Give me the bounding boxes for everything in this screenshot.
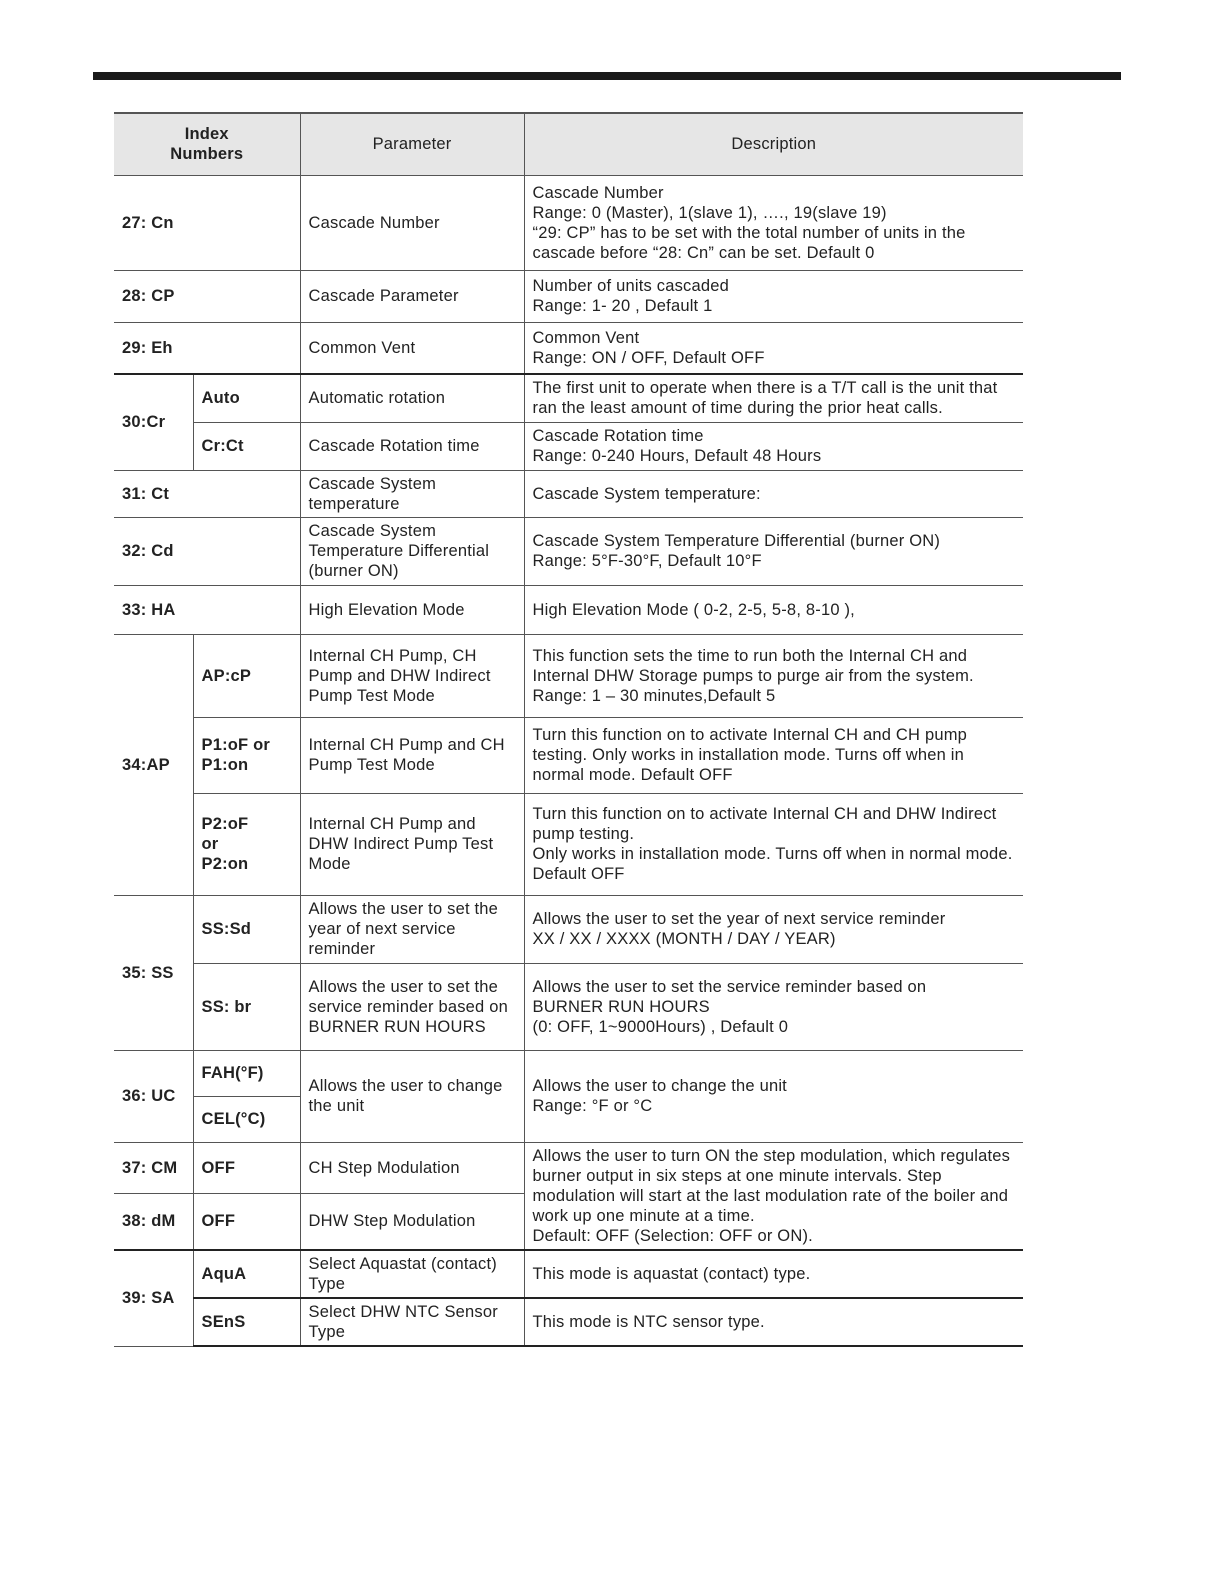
index-cell: 36: UC xyxy=(114,1050,193,1142)
table-row xyxy=(114,470,1023,517)
index-cell: 32: Cd xyxy=(114,517,300,585)
index-cell: 33: HA xyxy=(114,585,300,634)
index-cell: 29: Eh xyxy=(114,322,300,374)
sub-index-cell: P2:oF or P2:on xyxy=(193,793,300,895)
table-row xyxy=(114,270,1023,322)
table-row xyxy=(114,634,1023,717)
table-row xyxy=(114,322,1023,374)
index-cell: 27: Cn xyxy=(114,175,300,270)
sub-index-cell: AP:cP xyxy=(193,634,300,717)
description-cell: High Elevation Mode ( 0-2, 2-5, 5-8, 8-10 ), xyxy=(524,585,1023,634)
sub-index-cell: Auto xyxy=(193,374,300,422)
sub-index-cell: SEnS xyxy=(193,1298,300,1346)
table-row xyxy=(114,517,1023,585)
parameter-cell: Select DHW NTC Sensor Type xyxy=(300,1298,524,1346)
top-rule xyxy=(93,72,1121,80)
parameter-cell: CH Step Modulation xyxy=(300,1142,524,1193)
parameter-cell: Allows the user to set the service reminder based on BURNER RUN HOURS xyxy=(300,963,524,1050)
sub-index-cell: SS:Sd xyxy=(193,895,300,963)
index-cell: 35: SS xyxy=(114,895,193,1050)
parameter-cell: Internal CH Pump, CH Pump and DHW Indirect Pump Test Mode xyxy=(300,634,524,717)
description-cell: Allows the user to set the year of next service reminder XX / XX / XXXX (MONTH / DAY / YEAR) xyxy=(524,895,1023,963)
table-row xyxy=(114,1050,1023,1096)
index-cell: 37: CM xyxy=(114,1142,193,1193)
description-cell: This mode is aquastat (contact) type. xyxy=(524,1250,1023,1298)
table-row xyxy=(114,374,1023,422)
table-row xyxy=(114,175,1023,270)
sub-index-cell: SS: br xyxy=(193,963,300,1050)
description-cell: Allows the user to change the unit Range: °F or °C xyxy=(524,1050,1023,1142)
description-cell: Turn this function on to activate Internal CH and CH pump testing. Only works in installation mode. Turns off when in normal mode. Default OFF xyxy=(524,717,1023,793)
table-row xyxy=(114,422,1023,470)
table-header-row xyxy=(114,113,1023,175)
description-cell: Cascade System temperature: xyxy=(524,470,1023,517)
table-row xyxy=(114,1142,1023,1193)
description-cell: Allows the user to turn ON the step modulation, which regulates burner output in six steps at one minute intervals. Step modulation will start at the last modulation rate of the boiler and work up one minute at a time. Default: OFF (Selection: OFF or ON). xyxy=(524,1142,1023,1250)
table-row xyxy=(114,963,1023,1050)
parameter-cell: Allows the user to change the unit xyxy=(300,1050,524,1142)
parameter-cell: Allows the user to set the year of next service reminder xyxy=(300,895,524,963)
description-cell: Cascade Rotation time Range: 0-240 Hours, Default 48 Hours xyxy=(524,422,1023,470)
index-cell: 34:AP xyxy=(114,634,193,895)
index-cell: 28: CP xyxy=(114,270,300,322)
parameter-cell: Cascade Rotation time xyxy=(300,422,524,470)
sub-index-cell: P1:oF or P1:on xyxy=(193,717,300,793)
table-row xyxy=(114,1298,1023,1346)
table-row xyxy=(114,895,1023,963)
description-cell: The first unit to operate when there is a T/T call is the unit that ran the least amount of time during the prior heat calls. xyxy=(524,374,1023,422)
description-cell: Number of units cascaded Range: 1- 20 , Default 1 xyxy=(524,270,1023,322)
sub-index-cell: FAH(°F) xyxy=(193,1050,300,1096)
parameter-cell: Internal CH Pump and CH Pump Test Mode xyxy=(300,717,524,793)
description-cell: Common Vent Range: ON / OFF, Default OFF xyxy=(524,322,1023,374)
header-index-numbers: Index Numbers xyxy=(114,113,300,175)
table-row xyxy=(114,717,1023,793)
table-row xyxy=(114,1250,1023,1298)
parameter-cell: Cascade Parameter xyxy=(300,270,524,322)
table-row xyxy=(114,585,1023,634)
parameter-cell: High Elevation Mode xyxy=(300,585,524,634)
description-cell: Cascade Number Range: 0 (Master), 1(slave 1), …., 19(slave 19) “29: CP” has to be set with the total number of units in the cascade before “28: Cn” can be set. Default 0 xyxy=(524,175,1023,270)
description-cell: This mode is NTC sensor type. xyxy=(524,1298,1023,1346)
parameter-cell: Select Aquastat (contact) Type xyxy=(300,1250,524,1298)
description-cell: Cascade System Temperature Differential (burner ON) Range: 5°F-30°F, Default 10°F xyxy=(524,517,1023,585)
header-description: Description xyxy=(524,113,1023,175)
parameter-cell: Cascade System Temperature Differential (burner ON) xyxy=(300,517,524,585)
parameter-cell: Cascade System temperature xyxy=(300,470,524,517)
parameter-cell: DHW Step Modulation xyxy=(300,1193,524,1250)
parameter-cell: Cascade Number xyxy=(300,175,524,270)
parameter-cell: Common Vent xyxy=(300,322,524,374)
index-cell: 38: dM xyxy=(114,1193,193,1250)
sub-index-cell: OFF xyxy=(193,1142,300,1193)
index-cell: 31: Ct xyxy=(114,470,300,517)
parameter-table xyxy=(114,112,1023,1347)
description-cell: This function sets the time to run both the Internal CH and Internal DHW Storage pumps to purge air from the system. Range: 1 – 30 minutes,Default 5 xyxy=(524,634,1023,717)
description-cell: Allows the user to set the service reminder based on BURNER RUN HOURS (0: OFF, 1~9000Hours) , Default 0 xyxy=(524,963,1023,1050)
parameter-cell: Internal CH Pump and DHW Indirect Pump Test Mode xyxy=(300,793,524,895)
parameter-cell: Automatic rotation xyxy=(300,374,524,422)
sub-index-cell: Cr:Ct xyxy=(193,422,300,470)
sub-index-cell: AquA xyxy=(193,1250,300,1298)
table-row xyxy=(114,793,1023,895)
header-parameter: Parameter xyxy=(300,113,524,175)
index-cell: 30:Cr xyxy=(114,374,193,470)
description-cell: Turn this function on to activate Internal CH and DHW Indirect pump testing. Only works in installation mode. Turns off when in normal mode. Default OFF xyxy=(524,793,1023,895)
sub-index-cell: OFF xyxy=(193,1193,300,1250)
index-cell: 39: SA xyxy=(114,1250,193,1346)
sub-index-cell: CEL(°C) xyxy=(193,1096,300,1142)
